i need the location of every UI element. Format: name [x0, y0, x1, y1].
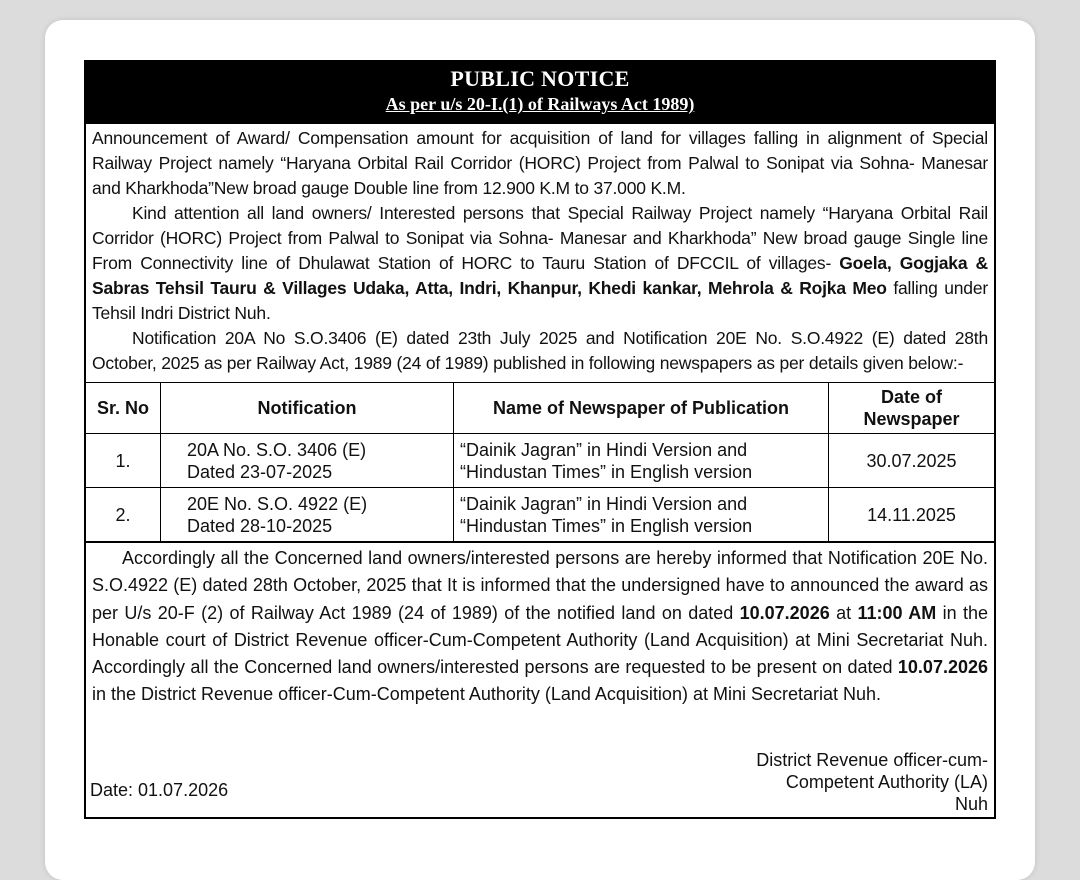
villages-list: Goela, Gogjaka & Sabras Tehsil Tauru & Villages Udaka, Atta, Indri, Khanpur, Khedi kankar, Mehrola & Rojka Meo [92, 253, 988, 298]
award-time: 11:00 AM [857, 602, 937, 623]
paragraph-attention [92, 201, 988, 326]
notice-title: PUBLIC NOTICE [450, 66, 630, 91]
header-date-line1: Date of [880, 387, 942, 407]
row-newspaper-line2: “Hindustan Times” in English version [460, 515, 753, 536]
attention-end: falling under Tehsil Indri District Nuh. [92, 278, 988, 323]
row-notification-line1: 20A No. S.O. 3406 (E) [187, 439, 367, 460]
notice-date: Date: 01.07.2026 [90, 780, 229, 800]
award-date: 10.07.2026 [739, 602, 830, 623]
header-date [829, 383, 995, 434]
row-notification [161, 488, 454, 542]
row-sr: 2. [86, 488, 161, 542]
header-newspaper: Name of Newspaper of Publication [454, 383, 829, 434]
signature-line1: District Revenue officer-cum- [756, 750, 988, 770]
row-newspaper [454, 434, 829, 488]
award-text-c: in the Honable court of District Revenue officer-Cum-Competent Authority (Land Acquisition) at Mini Secretariat Nuh. Accordingly all the Concerned land owners/interested persons are requested to be present on dated [92, 602, 988, 678]
table-header-row [86, 383, 994, 434]
attention-text: Kind attention all land owners/ Interested persons that Special Railway Project namely “Haryana Orbital Rail Corridor (HORC) Project from Palwal to Sonipat via Sohna- Manesar and Kharkhoda” New broad gauge Single line From Connectivity line of Dhulawat Station of HORC to Tauru Station of DFCCIL of villages- [92, 203, 988, 273]
row-date: 30.07.2025 [829, 434, 995, 488]
header-notification: Notification [161, 383, 454, 434]
paragraph-notification: Notification 20A No S.O.3406 (E) dated 23th July 2025 and Notification 20E No. S.O.4922 (E) dated 28th October, 2025 as per Railway Act, 1989 (24 of 1989) published in following newspapers as per details given below:- [92, 328, 988, 373]
paragraph-award [92, 545, 988, 709]
publication-table [86, 382, 994, 542]
notice-subtitle: As per u/s 20-I.(1) of Railways Act 1989) [385, 94, 695, 114]
table-row [86, 434, 994, 488]
header-sr-no: Sr. No [86, 383, 161, 434]
notice-body [86, 124, 994, 376]
row-newspaper [454, 488, 829, 542]
row-notification [161, 434, 454, 488]
row-date: 14.11.2025 [829, 488, 995, 542]
signature-line3: Nuh [954, 794, 988, 814]
paragraph-announcement: Announcement of Award/ Compensation amount for acquisition of land for villages falling in alignment of Special Railway Project namely “Haryana Orbital Rail Corridor (HORC) Project from Palwal to Sonipat via Sohna- Manesar and Kharkhoda”New broad gauge Double line from 12.900 K.M to 37.000 K.M. [92, 128, 988, 198]
header-date-line2: Newspaper [863, 409, 960, 429]
row-notification-line2: Dated 28-10-2025 [187, 515, 333, 536]
award-text-a: Accordingly all the Concerned land owners/interested persons are hereby informed that Notification 20E No. S.O.4922 (E) dated 28th October, 2025 that It is informed that the undersigned have to announced the award as per U/s 20-F (2) of Railway Act 1989 (24 of 1989) of the notified land on dated [92, 548, 988, 623]
row-sr: 1. [86, 434, 161, 488]
row-notification-line2: Dated 23-07-2025 [187, 461, 333, 482]
present-date: 10.07.2026 [897, 657, 988, 678]
row-notification-line1: 20E No. S.O. 4922 (E) [187, 493, 368, 514]
signature-line2: Competent Authority (LA) [785, 772, 988, 792]
row-newspaper-line1: “Dainik Jagran” in Hindi Version and [460, 493, 748, 514]
public-notice [84, 60, 996, 819]
table-row [86, 488, 994, 542]
award-text-b: at [829, 602, 858, 623]
award-text-d: in the District Revenue officer-Cum-Competent Authority (Land Acquisition) at Mini Secretariat Nuh. [92, 684, 882, 705]
signature-block [756, 749, 988, 815]
row-newspaper-line2: “Hindustan Times” in English version [460, 461, 753, 482]
notice-header [86, 62, 994, 124]
row-newspaper-line1: “Dainik Jagran” in Hindi Version and [460, 439, 748, 460]
award-announcement [86, 542, 994, 709]
